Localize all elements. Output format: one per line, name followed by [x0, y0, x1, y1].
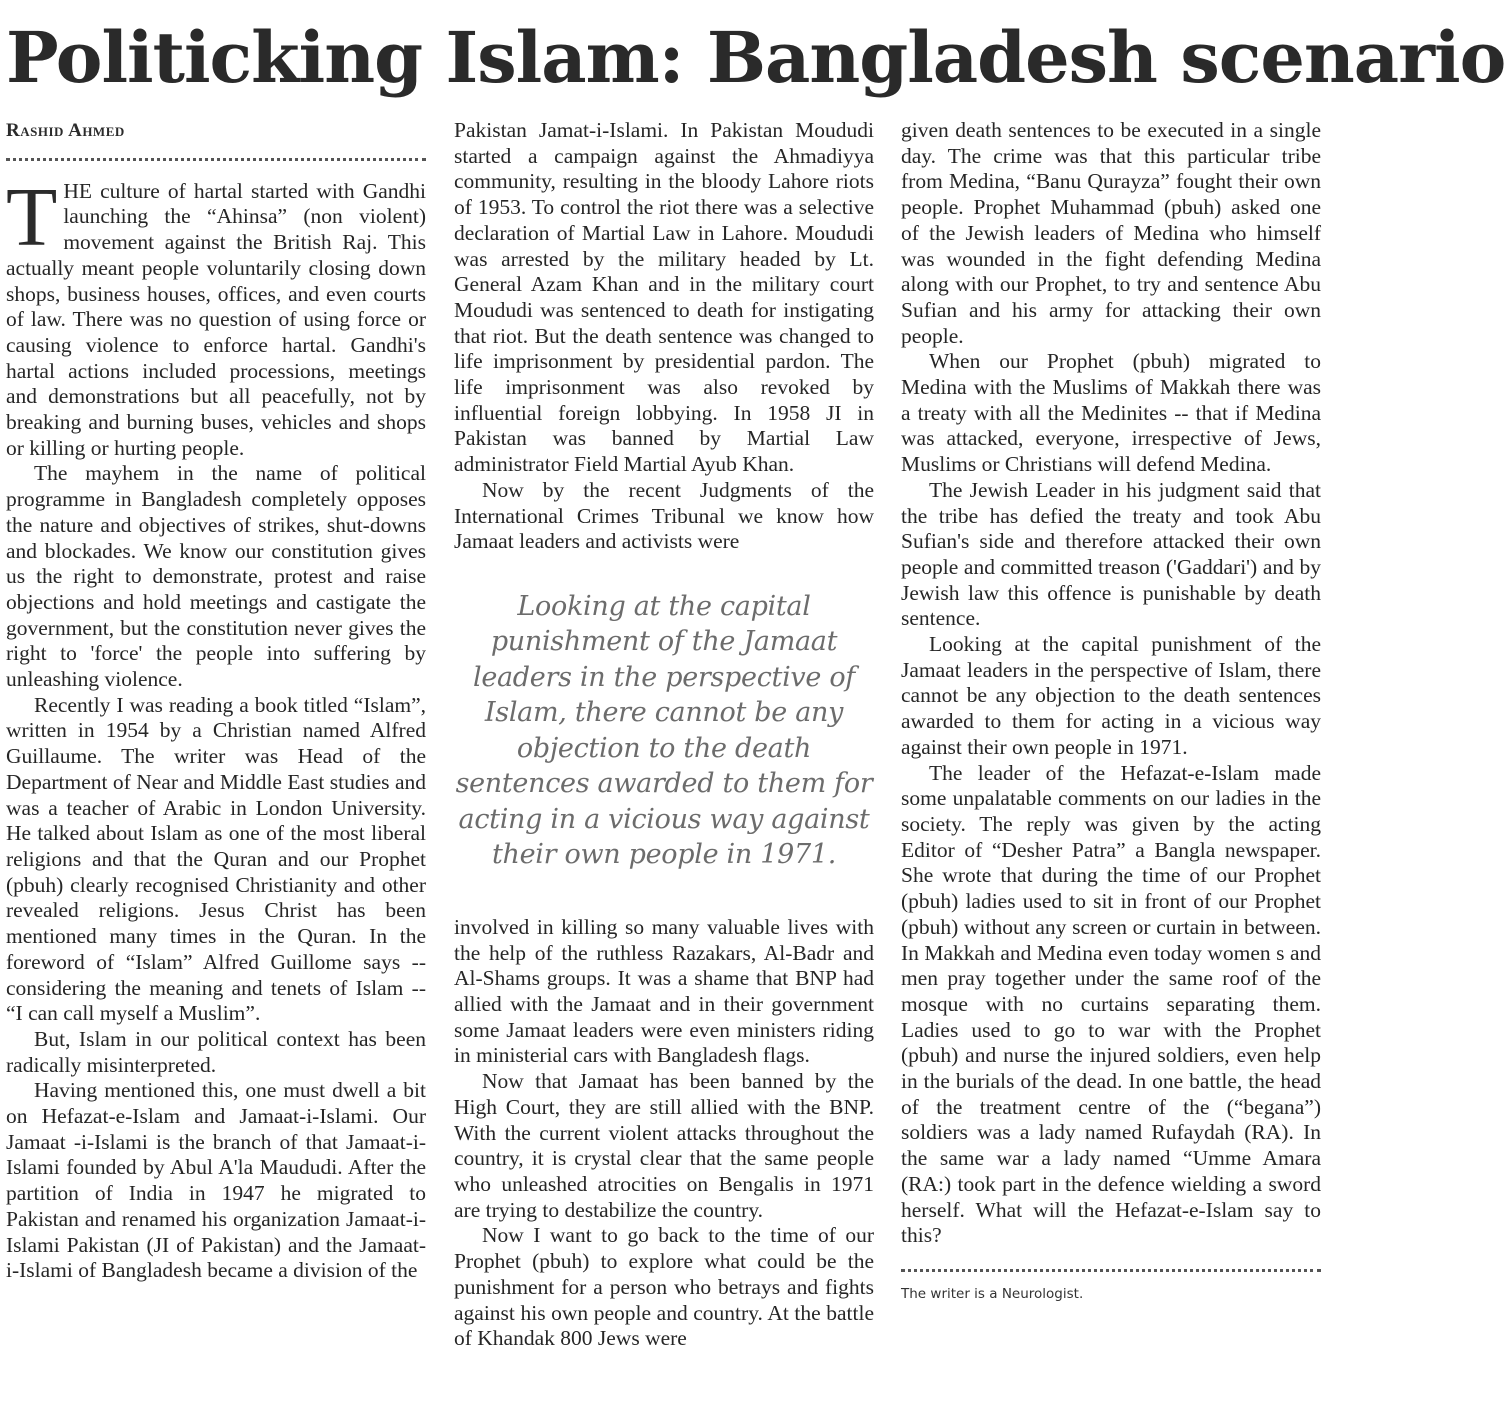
lead-text: HE culture of hartal started with Gandhi launching the “Ahinsa” (non violent) movement against the British Raj. This actually meant people voluntarily closing down shops, business houses, offices, and even courts of law. There was no question of using force or causing violence to enforce hartal. Gandhi's hartal actions included processions, meetings and demonstrations but all peacefully, not by breaking and burning buses, vehicles and shops or killing or hurting people.: [6, 178, 426, 460]
author-note: The writer is a Neurologist.: [901, 1285, 1084, 1302]
byline: Rashid Ahmed: [6, 120, 125, 141]
end-divider: [901, 1269, 1321, 1272]
paragraph: The Jewish Leader in his judgment said that the tribe has defied the treaty and took Abu Sufian's side and therefore attacked their own people and committed treason ('Gaddari') and by Jewish law this offence is punishable by death sentence.: [901, 477, 1321, 631]
paragraph: The leader of the Hefazat-e-Islam made some unpalatable comments on our ladies in the society. The reply was given by the acting Editor of “Desher Patra” a Bangla newspaper. She wrote that during the time of our Prophet (pbuh) ladies used to sit in front of our Prophet (pbuh) without any screen or curtain in between. In Makkah and Medina even today women s and men pray together under the same roof of the mosque with no curtains separating them. Ladies used to go to war with the Prophet (pbuh) and nurse the injured soldiers, even help in the burials of the dead. In one battle, the head of the treatment centre of the (“begana”) soldiers was a lady named Rufaydah (RA). In the same war a lady named “Umme Amara (RA:) took part in the defence wielding a sword herself. What will the Hefazat-e-Islam say to this?: [901, 760, 1321, 1248]
paragraph: Having mentioned this, one must dwell a bit on Hefazat-e-Islam and Jamaat-i-Islami. Our Jamaat -i-Islami is the branch of that Jamaat-i-Islami founded by Abul A'la Maududi. After the partition of India in 1947 he migrated to Pakistan and renamed his organization Jamaat-i-Islami Pakistan (JI of Pakistan) and the Jamaat-i-Islami of Bangladesh became a division of the: [6, 1078, 426, 1283]
paragraph: Looking at the capital punishment of the Jamaat leaders in the perspective of Islam, there cannot be any objection to the death sentences awarded to them for acting in a vicious way against their own people in 1971.: [901, 632, 1321, 759]
column-1: [6, 118, 426, 1284]
column-2: [454, 118, 874, 1352]
paragraph: involved in killing so many valuable lives with the help of the ruthless Razakars, Al-Badr and Al-Shams groups. It was a shame that BNP had allied with the Jamaat and in their government some Jamaat leaders were even ministers riding in ministerial cars with Bangladesh flags.: [454, 914, 874, 1068]
paragraph: given death sentences to be executed in a single day. The crime was that this particular tribe from Medina, “Banu Qurayza” fought their own people. Prophet Muhammad (pbuh) asked one of the Jewish leaders of Medina who himself was wounded in the fight defending Medina along with our Prophet, to try and sentence Abu Sufian and his army for attacking their own people.: [901, 118, 1321, 348]
paragraph: But, Islam in our political context has been radically misinterpreted.: [6, 1026, 426, 1077]
byline-divider: [6, 158, 426, 161]
pull-quote: Looking at the capital punishment of the Jamaat leaders in the perspective of Islam, there cannot be any objection to the death sentences awarded to them for acting in a vicious way against their own people in 1971.: [455, 590, 873, 871]
paragraph: Now that Jamaat has been banned by the High Court, they are still allied with the BNP. With the current violent attacks throughout the country, it is crystal clear that the same people who unleashed atrocities on Bengalis in 1971 are trying to destabilize the country.: [454, 1069, 874, 1222]
paragraph: Pakistan Jamat-i-Islami. In Pakistan Moududi started a campaign against the Ahmadiyya community, resulting in the bloody Lahore riots of 1953. To control the riot there was a selective declaration of Martial Law in Lahore. Moududi was arrested by the military headed by Lt. General Azam Khan and in the military court Moududi was sentenced to death for instigating that riot. But the death sentence was changed to life imprisonment by presidential pardon. The life imprisonment was also revoked by influential foreign lobbying. In 1958 JI in Pakistan was banned by Martial Law administrator Field Martial Ayub Khan.: [454, 118, 874, 477]
column-3: [901, 118, 1321, 1308]
paragraph: Now by the recent Judgments of the International Crimes Tribunal we know how Jamaat leaders and activists were: [454, 477, 874, 554]
lead-paragraph: [6, 170, 426, 462]
paragraph: Now I want to go back to the time of our Prophet (pbuh) to explore what could be the punishment for a person who betrays and fights against his own people and country. At the battle of Khandak 800 Jews were: [454, 1223, 874, 1351]
headline: Politicking Islam: Bangladesh scenario: [6, 16, 1505, 99]
paragraph: The mayhem in the name of political programme in Bangladesh completely opposes the nature and objectives of strikes, shut-downs and blockades. We know our constitution gives us the right to demonstrate, protest and raise objections and hold meetings and castigate the government, but the constitution never gives the right to 'force' the people into suffering by unleashing violence.: [6, 461, 426, 692]
paragraph: Recently I was reading a book titled “Islam”, written in 1954 by a Christian named Alfred Guillaume. The writer was Head of the Department of Near and Middle East studies and was a teacher of Arabic in London University. He talked about Islam as one of the most liberal religions and that the Quran and our Prophet (pbuh) clearly recognised Christianity and other revealed religions. Jesus Christ has been mentioned many times in the Quran. In the foreword of “Islam” Alfred Guillome says -- considering the meaning and tenets of Islam -- “I can call myself a Muslim”.: [6, 692, 426, 1026]
drop-cap: T: [6, 170, 58, 264]
paragraph: When our Prophet (pbuh) migrated to Medina with the Muslims of Makkah there was a treaty with all the Medinites -- that if Medina was attacked, everyone, irrespective of Jews, Muslims or Christians will defend Medina.: [901, 349, 1321, 477]
